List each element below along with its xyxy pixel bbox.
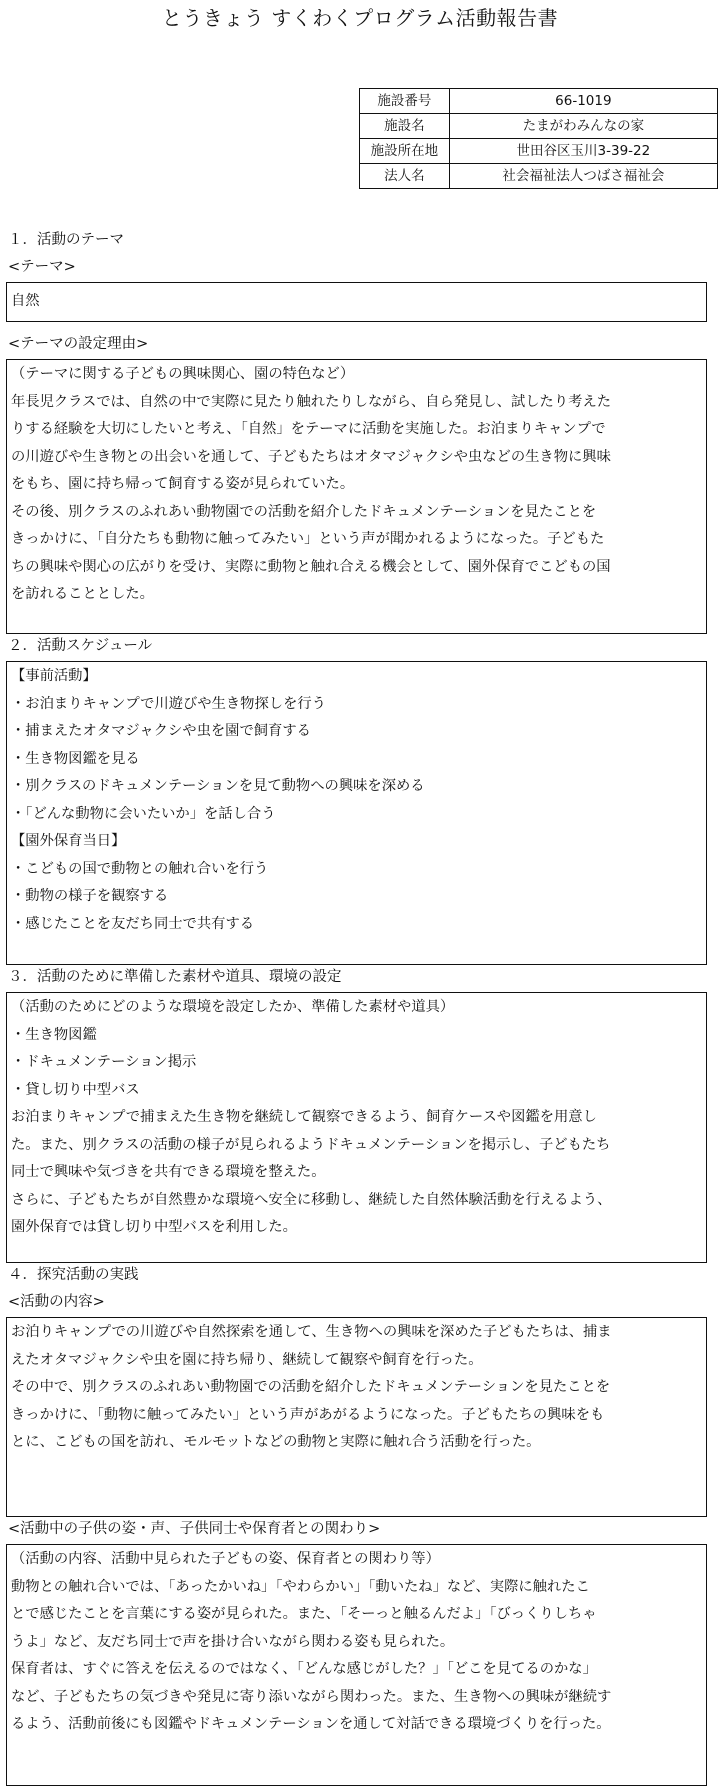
schedule-line: ・感じたことを友だち同士で共有する (11, 915, 255, 932)
schedule-box (6, 661, 707, 965)
reason-box (6, 359, 707, 634)
relation-label: <活動中の子供の姿・声、子供同士や保育者との関わり> (8, 1521, 381, 1537)
relation-line: 動物との触れ合いでは、「あったかいね」「やわらかい」「動いたね」など、実際に触れたこ (11, 1578, 590, 1595)
corporation-name-value: 社会福祉法人つばさ福祉会 (449, 164, 717, 189)
relation-box (6, 1544, 707, 1786)
facility-number-value: 66-1019 (449, 89, 717, 114)
table-row (360, 114, 718, 139)
reason-line: の川遊びや生き物との出会いを通して、子どもたちはオタマジャクシや虫などの生き物に興味 (11, 448, 611, 465)
content-line: えたオタマジャクシや虫を園に持ち帰り、継続して観察や飼育を行った。 (11, 1351, 483, 1368)
section3-heading: ３．活動のために準備した素材や道具、環境の設定 (8, 969, 342, 985)
content-line: とに、こどもの国を訪れ、モルモットなどの動物と実際に触れ合う活動を行った。 (11, 1434, 541, 1450)
schedule-line: ・別クラスのドキュメンテーションを見て動物への興味を深める (11, 778, 425, 794)
reason-line: （テーマに関する子どもの興味関心、園の特色など） (11, 366, 355, 382)
page-title: とうきょう すくわくプログラム活動報告書 (161, 6, 559, 30)
reason-line: りする経験を大切にしたいと考え、「自然」をテーマに活動を実施した。お泊まりキャンプで (11, 421, 606, 437)
facility-address-value: 世田谷区玉川3-39-22 (449, 139, 717, 164)
reason-line: その後、別クラスのふれあい動物園での活動を紹介したドキュメンテーションを見たことを (11, 503, 597, 520)
content-line: お泊りキャンプでの川遊びや自然探索を通して、生き物への興味を深めた子どもたちは、捕ま (11, 1324, 612, 1340)
reason-label: <テーマの設定理由> (8, 336, 149, 352)
facility-address-label: 施設所在地 (360, 139, 450, 164)
facility-name-value: たまがわみんなの家 (449, 114, 717, 139)
schedule-line: 【事前活動】 (11, 668, 97, 684)
relation-line: （活動の内容、活動中見られた子どもの姿、保育者との関わり等） (11, 1551, 440, 1567)
schedule-line: 【園外保育当日】 (11, 833, 126, 849)
content-label: <活動の内容> (8, 1294, 105, 1310)
theme-value: 自然 (11, 293, 40, 309)
table-row (360, 139, 718, 164)
environment-line: さらに、子どもたちが自然豊かな環境へ安全に移動し、継続した自然体験活動を行えるよう、 (11, 1191, 612, 1208)
theme-label: <テーマ> (8, 259, 76, 275)
environment-line: （活動のためにどのような環境を設定したか、準備した素材や道具） (11, 999, 455, 1015)
environment-line: ・貸し切り中型バス (11, 1081, 140, 1098)
facility-number-label: 施設番号 (360, 89, 450, 114)
relation-line: など、子どもたちの気づきや発見に寄り添いながら関わった。また、生き物への興味が継続す (11, 1688, 612, 1705)
environment-line: 同士で興味や気づきを共有できる環境を整えた。 (11, 1164, 326, 1180)
schedule-line: ・捕まえたオタマジャクシや虫を園で飼育する (11, 723, 311, 739)
schedule-line: ・生き物図鑑を見る (11, 750, 140, 767)
schedule-line: ・お泊まりキャンプで川遊びや生き物探しを行う (11, 695, 326, 712)
table-row (360, 164, 718, 189)
relation-line: るよう、活動前後にも図鑑やドキュメンテーションを通して対話できる環境づくりを行った。 (11, 1716, 611, 1732)
schedule-line: ・動物の様子を観察する (11, 888, 169, 904)
facility-name-label: 施設名 (360, 114, 450, 139)
environment-box (6, 992, 707, 1263)
reason-line: をもち、園に持ち帰って飼育する姿が見られていた。 (11, 476, 355, 492)
theme-box (6, 282, 707, 322)
relation-line: うよ」など、友だち同士で声を掛け合いながら関わる姿も見られた。 (11, 1633, 455, 1650)
schedule-line: ・「どんな動物に会いたいか」を話し合う (11, 805, 276, 822)
environment-line: ・生き物図鑑 (11, 1026, 97, 1043)
section1-heading: １．活動のテーマ (8, 232, 124, 248)
reason-line: きっかけに、「自分たちも動物に触ってみたい」という声が聞かれるようになった。子どもた (11, 531, 605, 547)
reason-line: を訪れることとした。 (11, 586, 154, 602)
environment-line: た。また、別クラスの活動の様子が見られるようドキュメンテーションを掲示し、子どもたち (11, 1136, 611, 1153)
section2-heading: ２．活動スケジュール (8, 638, 153, 654)
reason-line: ちの興味や関心の広がりを受け、実際に動物と触れ合える機会として、園外保育でこどもの国 (11, 558, 611, 575)
environment-line: 園外保育では貸し切り中型バスを利用した。 (11, 1219, 297, 1235)
environment-line: ・ドキュメンテーション掲示 (11, 1054, 197, 1070)
content-box (6, 1317, 707, 1517)
environment-line: お泊まりキャンプで捕まえた生き物を継続して観察できるよう、飼育ケースや図鑑を用意し (11, 1109, 597, 1125)
relation-line: 保育者は、すぐに答えを伝えるのではなく、「どんな感じがした？」「どこを見てるのかな」 (11, 1661, 597, 1677)
reason-line: 年長児クラスでは、自然の中で実際に見たり触れたりしながら、自ら発見し、試したり考えた (11, 393, 612, 410)
relation-line: とで感じたことを言葉にする姿が見られた。また、「そーっと触るんだよ」「びっくりしちゃ (11, 1606, 597, 1622)
content-line: その中で、別クラスのふれあい動物園での活動を紹介したドキュメンテーションを見たことを (11, 1379, 611, 1395)
corporation-name-label: 法人名 (360, 164, 450, 189)
section4-heading: ４．探究活動の実践 (8, 1267, 139, 1283)
table-row (360, 89, 718, 114)
content-line: きっかけに、「動物に触ってみたい」という声があがるようになった。子どもたちの興味をも (11, 1406, 605, 1423)
schedule-line: ・こどもの国で動物との触れ合いを行う (11, 860, 269, 877)
facility-info-table (359, 88, 718, 189)
